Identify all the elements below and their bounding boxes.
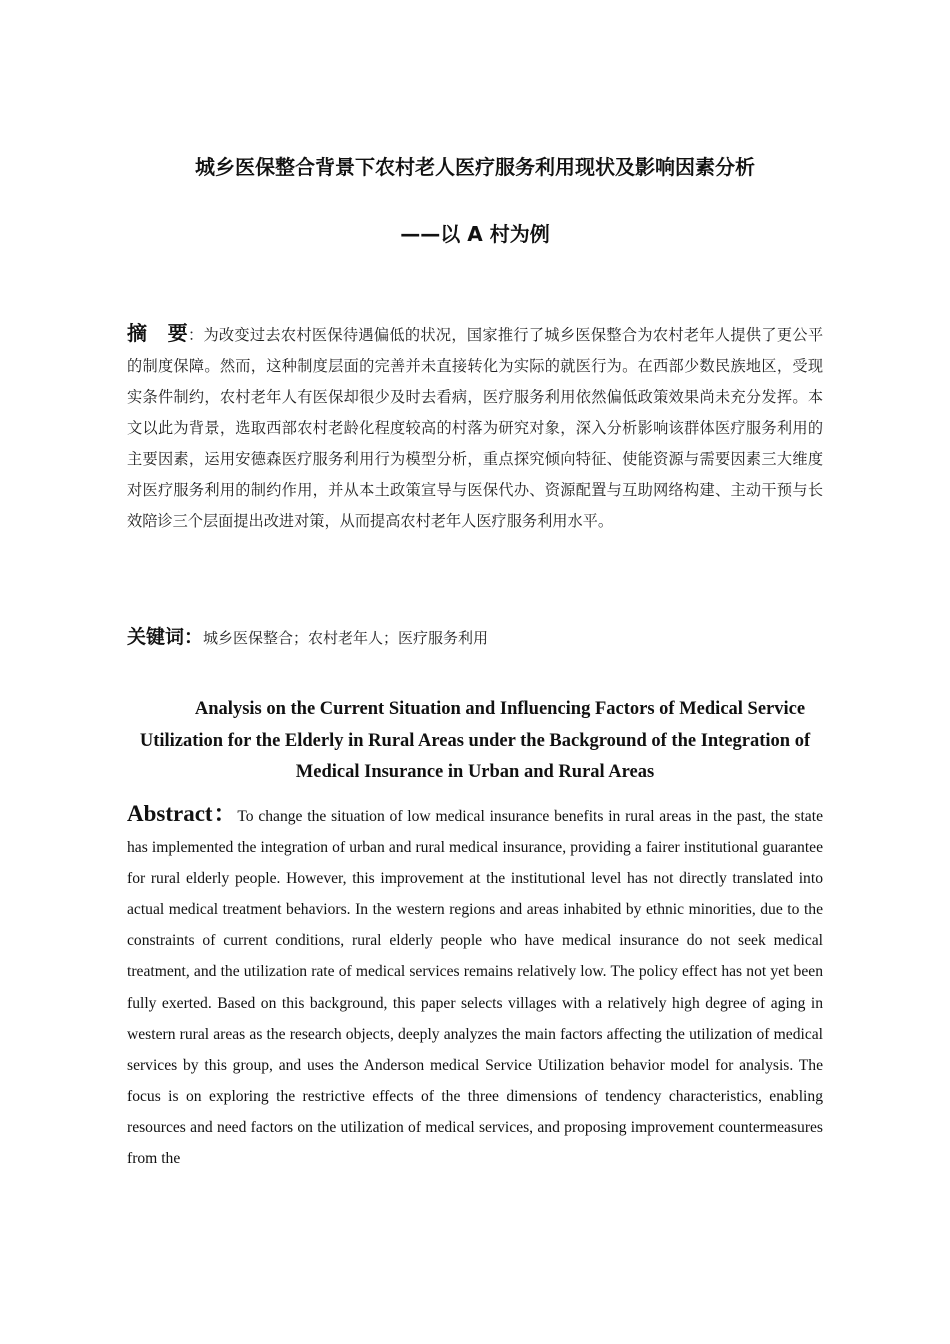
english-abstract bbox=[127, 798, 823, 1174]
english-abstract-label: Abstract bbox=[127, 801, 213, 826]
chinese-abstract-colon: ： bbox=[187, 326, 204, 344]
chinese-abstract-label: 摘 要 bbox=[127, 321, 188, 345]
english-title-text: Analysis on the Current Situation and Influencing Factors of Medical Service Utilization for the Elderly in Rural Areas under the Background of the Integration of Medical Insurance in Urban and Rural Areas bbox=[139, 699, 811, 782]
chinese-abstract bbox=[127, 318, 823, 537]
english-abstract-colon: ： bbox=[212, 801, 238, 826]
document-page bbox=[127, 0, 823, 1344]
chinese-title: 城乡医保整合背景下农村老人医疗服务利用现状及影响因素分析 bbox=[195, 155, 755, 179]
chinese-subtitle: ——以 A 村为例 bbox=[400, 222, 550, 246]
chinese-keywords bbox=[127, 622, 823, 653]
english-title bbox=[127, 694, 823, 789]
chinese-abstract-text: 为改变过去农村医保待遇偏低的状况，国家推行了城乡医保整合为农村老年人提供了更公平的制度保障。然而，这种制度层面的完善并未直接转化为实际的就医行为。在西部少数民族地区，受现实条件制约，农村老年人有医保却很少及时去看病，医疗服务利用依然偏低政策效果尚未充分发挥。本文以此为背景，选取西部农村老龄化程度较高的村落为研究对象，深入分析影响该群体医疗服务利用的主要因素，运用安德森医疗服务利用行为模型分析，重点探究倾向特征、使能资源与需要因素三大维度对医疗服务利用的制约作用，并从本土政策宣导与医保代办、资源配置与互助网络构建、主动干预与长效陪诊三个层面提出改进对策，从而提高农村老年人医疗服务利用水平。 bbox=[127, 326, 824, 530]
chinese-keywords-text: 城乡医保整合；农村老年人；医疗服务利用 bbox=[203, 629, 489, 647]
chinese-keywords-label: 关键词： bbox=[127, 626, 204, 648]
english-abstract-text: To change the situation of low medical insurance benefits in rural areas in the past, the state has implemented the integration of urban and rural medical insurance, providing a fairer institutional guarantee for rural elderly people. However, this improvement at the institutional level has not directly translated into actual medical treatment behaviors. In the western regions and areas inhabited by ethnic minorities, due to the constraints of current conditions, rural elderly people who have medical insurance do not seek medical treatment, and the utilization rate of medical services remains relatively low. The policy effect has not yet been fully exerted. Based on this background, this paper selects villages with a relatively high degree of aging in western rural areas as the research objects, deeply analyzes the main factors affecting the utilization of medical services by this group, and uses the Anderson medical Service Utilization behavior model for analysis. The focus is on exploring the restrictive effects of the three dimensions of tendency characteristics, enabling resources and need factors on the utilization of medical services, and proposing improvement countermeasures from the bbox=[127, 808, 823, 1168]
